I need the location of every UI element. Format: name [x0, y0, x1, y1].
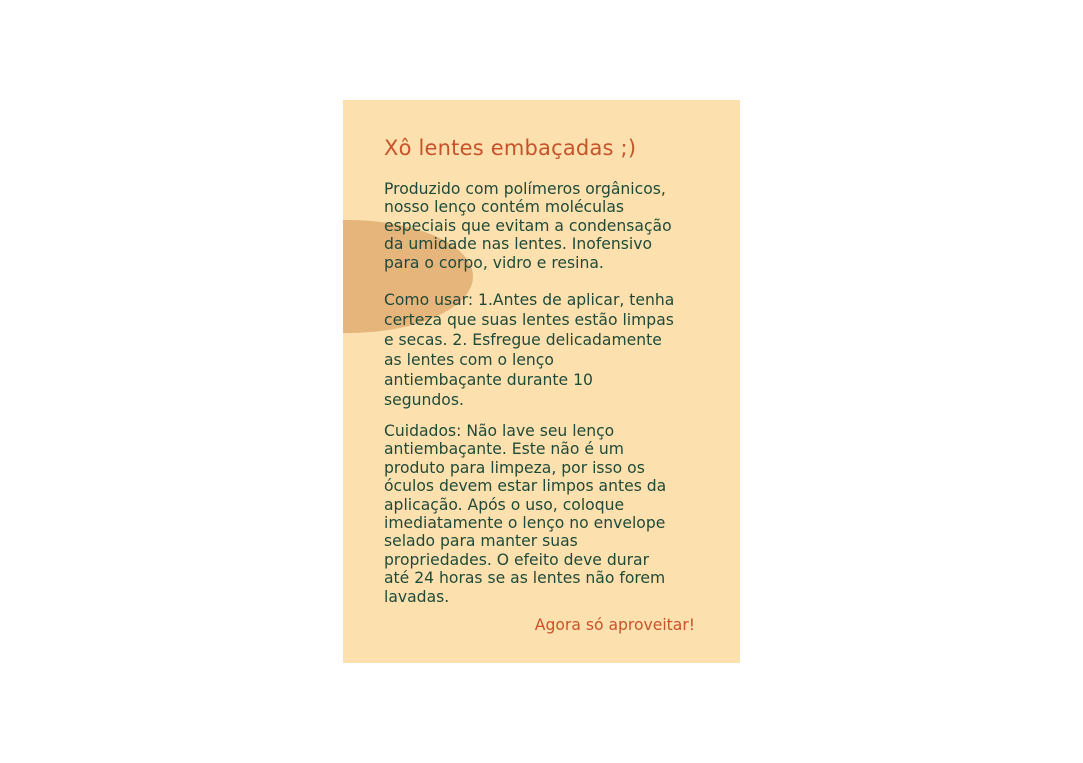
card-title: Xô lentes embaçadas ;) — [384, 136, 637, 160]
closing-text: Agora só aproveitar! — [534, 616, 695, 634]
text-line: selado para manter suas — [384, 532, 578, 551]
text-line: e secas. 2. Esfregue delicadamente — [384, 331, 662, 349]
text-line: da umidade nas lentes. Inofensivo — [384, 235, 653, 254]
text-line: antiembaçante durante 10 — [384, 371, 593, 389]
text-line: nosso lenço contém moléculas — [384, 198, 625, 217]
text-line: especiais que evitam a condensação — [384, 216, 672, 235]
description-paragraph — [384, 180, 672, 272]
text-line: aplicação. Após o uso, coloque — [384, 495, 625, 514]
text-line: para o corpo, vidro e resina. — [384, 253, 604, 272]
text-line: lavadas. — [384, 587, 450, 606]
text-line: Cuidados: Não lave seu lenço — [384, 422, 615, 440]
care-paragraph — [384, 422, 666, 606]
text-line: Como usar: 1.Antes de aplicar, tenha — [384, 291, 675, 309]
usage-paragraph — [384, 290, 674, 410]
product-info-card — [343, 100, 740, 663]
text-line: certeza que suas lentes estão limpas — [384, 311, 674, 329]
text-line: até 24 horas se as lentes não forem — [384, 569, 666, 588]
text-line: óculos devem estar limpos antes da — [384, 477, 667, 496]
text-line: segundos. — [384, 391, 464, 409]
text-line: antiembaçante. Este não é um — [384, 440, 624, 459]
text-line: propriedades. O efeito deve durar — [384, 550, 650, 569]
text-line: Produzido com polímeros orgânicos, — [384, 180, 666, 198]
text-line: imediatamente o lenço no envelope — [384, 513, 666, 532]
text-line: produto para limpeza, por isso os — [384, 458, 645, 477]
text-line: as lentes com o lenço — [384, 351, 554, 369]
